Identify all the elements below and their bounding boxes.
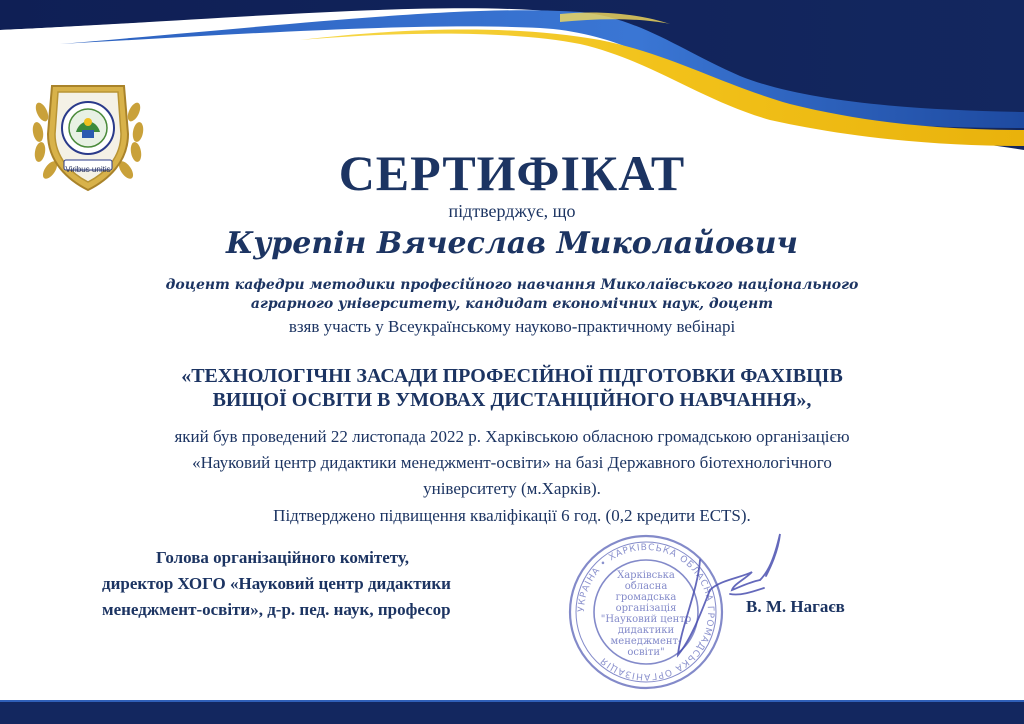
- signatory-line: Голова організаційного комітету,: [156, 548, 409, 567]
- signature-icon: [640, 520, 790, 670]
- qualification-text: Підтверджено підвищення кваліфікації 6 год. (0,2 кредити ECTS).: [273, 506, 751, 525]
- stamp-line: "Науковий центр: [600, 614, 692, 625]
- position-line: аграрного університету, кандидат економічних наук, доцент: [250, 296, 774, 312]
- details-line: «Науковий центр дидактики менеджмент-освіти» на базі Державного біотехнологічного: [192, 453, 832, 472]
- stamp-line: громадська: [615, 592, 677, 603]
- emblem-motto: Viribus unitis: [65, 165, 111, 174]
- stamp-line: дидактики: [617, 625, 675, 636]
- event-details: [50, 424, 974, 502]
- event-title-line: «ТЕХНОЛОГІЧНІ ЗАСАДИ ПРОФЕСІЙНОЇ ПІДГОТОВКИ ФАХІВЦІВ: [181, 365, 843, 387]
- signatory-line: менеджмент-освіти», д-р. пед. наук, професор: [102, 600, 451, 619]
- signatory-block: [102, 545, 622, 623]
- recipient-name: Курепін Вячеслав Миколайович: [226, 226, 798, 261]
- position-line: доцент кафедри методики професійного навчання Миколаївського національного: [165, 277, 859, 293]
- stamp-line: організація: [615, 603, 677, 614]
- details-line: університету (м.Харків).: [423, 479, 601, 498]
- stamp-ring-text: УКРАЇНА • ХАРКІВСЬКА ОБЛАСНА ГРОМАДСЬКА ОРГАНІЗАЦІЯ: [576, 542, 716, 682]
- stamp-line: обласна: [624, 581, 668, 592]
- confirms-text: підтверджує, що: [448, 201, 576, 221]
- footer-bar: [0, 700, 1024, 724]
- details-line: який був проведений 22 листопада 2022 р. Харківською обласною громадською організацією: [174, 427, 850, 446]
- stamp-line: освіти": [627, 647, 665, 658]
- flag-ribbon-banner: [0, 0, 1024, 160]
- signatory-name: В. М. Нагаєв: [746, 597, 845, 616]
- event-title: [60, 364, 964, 412]
- stamp-line: Харківська: [617, 570, 675, 581]
- stamp-line: менеджмент-: [610, 636, 682, 647]
- signatory-line: директор ХОГО «Науковий центр дидактики: [102, 574, 451, 593]
- recipient-position: [80, 276, 944, 314]
- event-title-line: ВИЩОЇ ОСВІТИ В УМОВАХ ДИСТАНЦІЙНОГО НАВЧАННЯ»,: [212, 389, 812, 411]
- participation-text: взяв участь у Всеукраїнському науково-практичному вебінарі: [288, 317, 736, 336]
- certificate-title: СЕРТИФІКАТ: [338, 145, 686, 201]
